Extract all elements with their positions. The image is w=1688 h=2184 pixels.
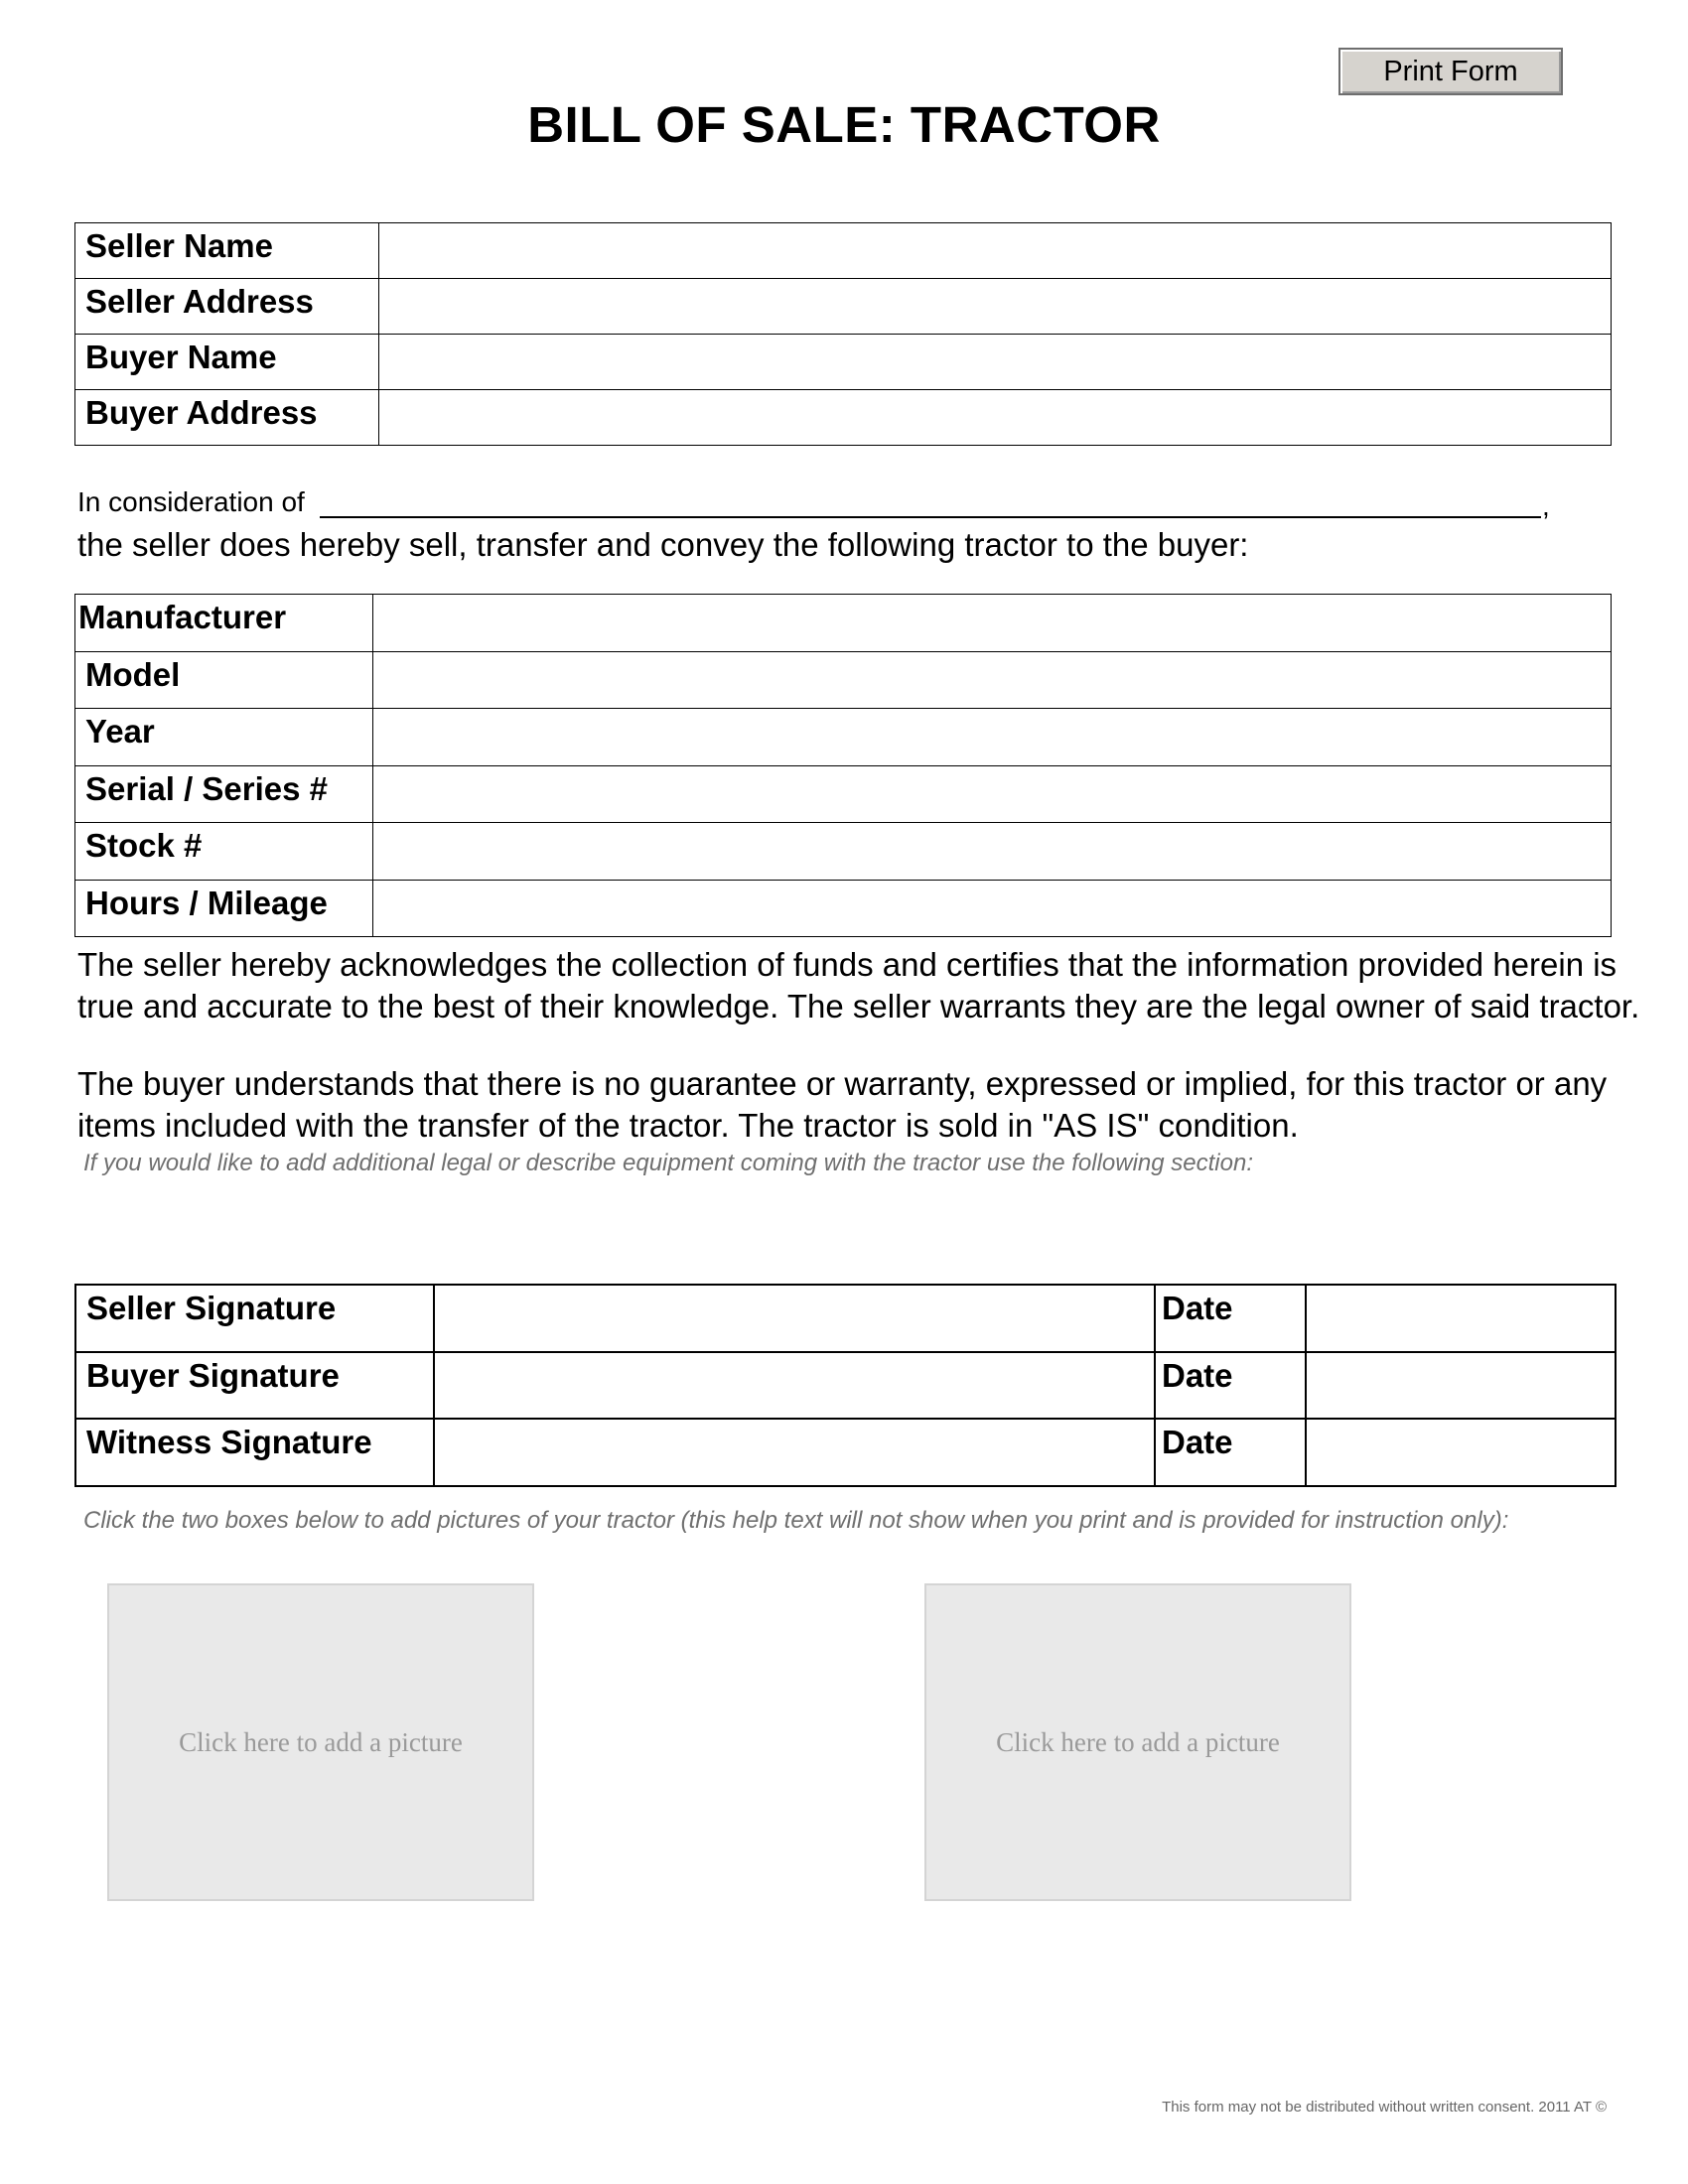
table-row	[75, 279, 1612, 335]
buyer-name-label: Buyer Name	[75, 335, 379, 390]
add-picture-box-1[interactable]	[107, 1583, 534, 1901]
seller-acknowledgement: The seller hereby acknowledges the collection of funds and certifies that the information provided herein is true and accurate to the best of their knowledge. The seller warrants they are the legal owner of said tractor.	[77, 946, 1640, 1024]
table-row	[75, 823, 1612, 881]
year-field[interactable]	[373, 709, 1612, 766]
consideration-comma: ,	[1542, 490, 1550, 521]
parties-table	[74, 222, 1612, 446]
stock-label: Stock #	[75, 823, 373, 881]
table-row	[75, 651, 1612, 709]
tractor-table	[74, 594, 1612, 937]
buyer-address-field[interactable]	[379, 390, 1612, 446]
stock-field[interactable]	[373, 823, 1612, 881]
table-row	[75, 390, 1612, 446]
add-picture-label: Click here to add a picture	[996, 1726, 1280, 1757]
witness-date-field[interactable]	[1306, 1419, 1616, 1486]
add-picture-label: Click here to add a picture	[179, 1726, 463, 1757]
manufacturer-label: Manufacturer	[75, 595, 373, 652]
seller-signature-field[interactable]	[434, 1285, 1155, 1352]
seller-date-field[interactable]	[1306, 1285, 1616, 1352]
year-label: Year	[75, 709, 373, 766]
serial-field[interactable]	[373, 765, 1612, 823]
picture-help-text: Click the two boxes below to add pictures of your tractor (this help text will not show when you print and is provided for instruction only):	[83, 1507, 1509, 1534]
witness-date-label: Date	[1155, 1419, 1306, 1486]
additional-section-hint: If you would like to add additional legal or describe equipment coming with the tractor use the following section:	[83, 1150, 1254, 1176]
seller-address-label: Seller Address	[75, 279, 379, 335]
witness-signature-field[interactable]	[434, 1419, 1155, 1486]
witness-signature-label: Witness Signature	[75, 1419, 434, 1486]
seller-date-label: Date	[1155, 1285, 1306, 1352]
seller-signature-label: Seller Signature	[75, 1285, 434, 1352]
table-row	[75, 1352, 1616, 1420]
form-title: BILL OF SALE: TRACTOR	[527, 96, 1161, 153]
buyer-date-field[interactable]	[1306, 1352, 1616, 1420]
hours-mileage-field[interactable]	[373, 880, 1612, 937]
model-label: Model	[75, 651, 373, 709]
seller-name-label: Seller Name	[75, 223, 379, 279]
signature-table	[74, 1284, 1617, 1487]
serial-label: Serial / Series #	[75, 765, 373, 823]
copyright-footer: This form may not be distributed without written consent. 2011 AT ©	[1162, 2099, 1607, 2116]
seller-name-field[interactable]	[379, 223, 1612, 279]
table-row	[75, 223, 1612, 279]
print-form-button[interactable]: Print Form	[1338, 48, 1563, 95]
manufacturer-field[interactable]	[373, 595, 1612, 652]
buyer-date-label: Date	[1155, 1352, 1306, 1420]
buyer-signature-field[interactable]	[434, 1352, 1155, 1420]
seller-address-field[interactable]	[379, 279, 1612, 335]
consideration-label: In consideration of	[77, 486, 305, 517]
buyer-acknowledgement: The buyer understands that there is no guarantee or warranty, expressed or implied, for this tractor or any items included with the transfer of the tractor. The tractor is sold in "AS IS" condition.	[77, 1065, 1608, 1144]
table-row	[75, 880, 1612, 937]
table-row	[75, 765, 1612, 823]
add-picture-box-2[interactable]	[924, 1583, 1351, 1901]
table-row	[75, 1419, 1616, 1486]
buyer-address-label: Buyer Address	[75, 390, 379, 446]
buyer-name-field[interactable]	[379, 335, 1612, 390]
table-row	[75, 709, 1612, 766]
table-row	[75, 335, 1612, 390]
buyer-signature-label: Buyer Signature	[75, 1352, 434, 1420]
table-row	[75, 1285, 1616, 1352]
conveyance-text: the seller does hereby sell, transfer and convey the following tractor to the buyer:	[77, 526, 1249, 563]
consideration-field[interactable]	[320, 516, 1541, 518]
table-row	[75, 595, 1612, 652]
model-field[interactable]	[373, 651, 1612, 709]
hours-mileage-label: Hours / Mileage	[75, 880, 373, 937]
